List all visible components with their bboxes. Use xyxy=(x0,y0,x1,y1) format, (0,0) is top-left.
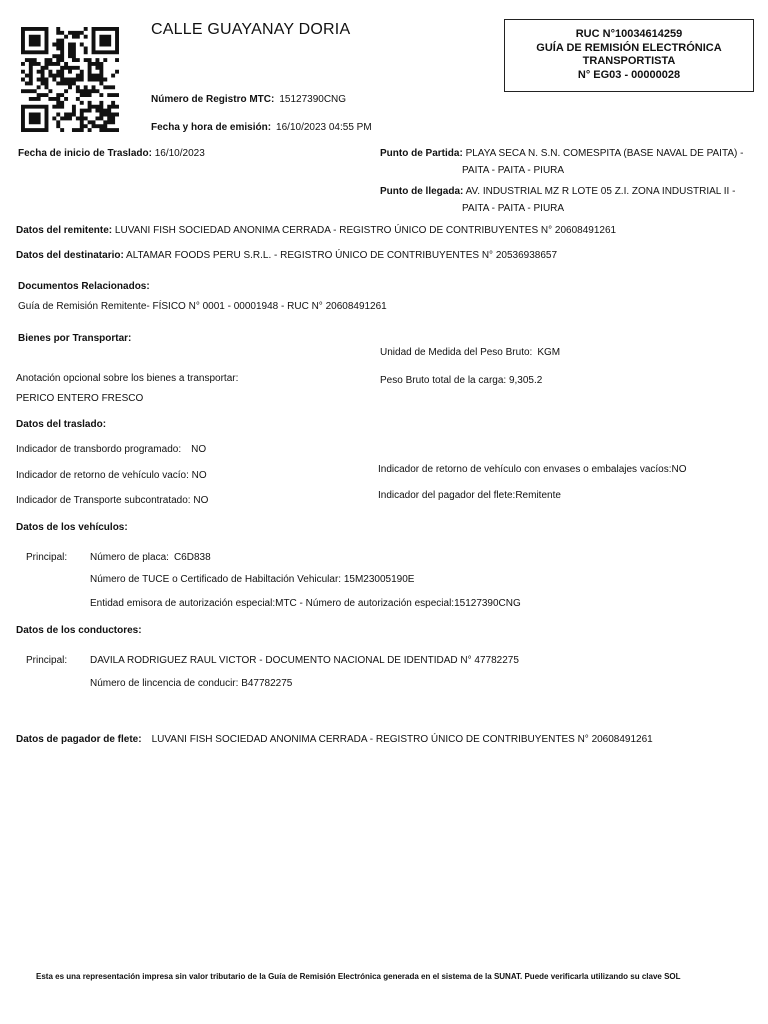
subcontracted-label: Indicador de Transporte subcontratado: xyxy=(16,495,191,506)
authority-text: Entidad emisora de autorización especial:MTC - Número de autorización especial:15127390CNG xyxy=(90,598,521,609)
total-weight-value: 9,305.2 xyxy=(508,375,543,386)
freight-payer-indicator-row xyxy=(378,489,561,502)
emission-row xyxy=(151,121,372,134)
sender-label: Datos del remitente: xyxy=(16,225,113,236)
weight-unit-label: Unidad de Medida del Peso Bruto: xyxy=(380,347,533,358)
transfer-start-row xyxy=(18,147,205,160)
transshipment-row xyxy=(16,443,206,456)
mtc-label: Número de Registro MTC: xyxy=(151,94,275,105)
vehicles-title: Datos de los vehículos: xyxy=(16,522,128,533)
departure-line1: PLAYA SECA N. S.N. COMESPITA (BASE NAVAL DE PAITA) - xyxy=(465,148,744,159)
recipient-row xyxy=(16,249,557,262)
ruc-box xyxy=(504,19,754,92)
tuce-label: Número de TUCE o Certificado de Habiltación Vehicular: xyxy=(90,574,342,585)
plate-label: Número de placa: xyxy=(90,552,169,563)
empty-return-row xyxy=(16,469,207,482)
vehicle-principal-label: Principal: xyxy=(26,552,68,563)
sender-value: LUVANI FISH SOCIEDAD ANONIMA CERRADA - REGISTRO ÚNICO DE CONTRIBUYENTES N° 20608491261 xyxy=(114,225,617,236)
goods-title: Bienes por Transportar: xyxy=(18,333,132,344)
license-row xyxy=(90,677,292,690)
weight-unit-value: KGM xyxy=(537,347,561,358)
arrival-line1: AV. INDUSTRIAL MZ R LOTE 05 Z.I. ZONA INDUSTRIAL II - xyxy=(465,186,736,197)
tuce-row xyxy=(90,573,414,586)
container-return-row xyxy=(378,463,687,476)
goods-note-value: PERICO ENTERO FRESCO xyxy=(16,393,144,404)
subcontracted-row xyxy=(16,494,208,507)
goods-note-label: Anotación opcional sobre los bienes a transportar: xyxy=(16,373,239,384)
arrival-row xyxy=(380,185,735,198)
total-weight-row xyxy=(380,374,542,387)
document-subtitle: TRANSPORTISTA xyxy=(582,55,676,67)
transshipment-label: Indicador de transbordo programado: xyxy=(16,444,182,455)
qr-code xyxy=(21,27,119,132)
driver-value: DAVILA RODRIGUEZ RAUL VICTOR - DOCUMENTO NACIONAL DE IDENTIDAD N° 47782275 xyxy=(90,655,519,666)
departure-row xyxy=(380,147,743,160)
freight-payer-label: Datos de pagador de flete: xyxy=(16,734,142,745)
ruc-number: RUC N°10034614259 xyxy=(575,28,683,40)
container-return-value: NO xyxy=(671,464,687,475)
document-title: GUÍA DE REMISIÓN ELECTRÓNICA xyxy=(536,41,722,54)
mtc-value: 15127390CNG xyxy=(279,94,347,105)
arrival-line2: PAITA - PAITA - PIURA xyxy=(462,203,565,214)
company-name: CALLE GUAYANAY DORIA xyxy=(151,21,351,38)
document-number: N° EG03 - 00000028 xyxy=(577,68,681,81)
subcontracted-value: NO xyxy=(193,495,209,506)
emission-value: 16/10/2023 04:55 PM xyxy=(276,122,372,133)
transfer-title: Datos del traslado: xyxy=(16,419,107,430)
sender-row xyxy=(16,224,616,237)
license-value: B47782275 xyxy=(241,678,293,689)
qr-modules xyxy=(21,27,119,132)
tuce-value: 15M23005190E xyxy=(343,574,415,585)
total-weight-label: Peso Bruto total de la carga: xyxy=(380,375,507,386)
mtc-row xyxy=(151,93,346,106)
related-docs-value: Guía de Remisión Remitente- FÍSICO N° 0001 - 00001948 - RUC N° 20608491261 xyxy=(18,301,387,312)
plate-row xyxy=(90,551,211,564)
freight-payer-indicator-label: Indicador del pagador del flete: xyxy=(378,490,516,501)
container-return-label: Indicador de retorno de vehículo con envases o embalajes vacíos: xyxy=(378,464,672,475)
driver-principal-label: Principal: xyxy=(26,655,68,666)
empty-return-value: NO xyxy=(191,470,207,481)
freight-payer-row xyxy=(16,733,653,746)
footer-text: Esta es una representación impresa sin valor tributario de la Guía de Remisión Electrónica generada en el sistema de la SUNAT. Puede verificarla utilizando su clave SOL xyxy=(36,972,681,981)
weight-unit-row xyxy=(380,346,560,359)
emission-label: Fecha y hora de emisión: xyxy=(151,122,272,133)
arrival-label: Punto de llegada: xyxy=(380,186,464,197)
plate-value: C6D838 xyxy=(173,552,211,563)
transfer-start-label: Fecha de inicio de Traslado: xyxy=(18,148,152,159)
transshipment-value: NO xyxy=(191,444,207,455)
departure-label: Punto de Partida: xyxy=(380,148,463,159)
license-label: Número de lincencia de conducir: xyxy=(90,678,239,689)
drivers-title: Datos de los conductores: xyxy=(16,625,142,636)
transfer-start-value: 16/10/2023 xyxy=(154,148,205,159)
empty-return-label: Indicador de retorno de vehículo vacío: xyxy=(16,470,189,481)
freight-payer-value: LUVANI FISH SOCIEDAD ANONIMA CERRADA - REGISTRO ÚNICO DE CONTRIBUYENTES N° 20608491261 xyxy=(151,734,653,745)
related-docs-title: Documentos Relacionados: xyxy=(18,281,150,292)
departure-line2: PAITA - PAITA - PIURA xyxy=(462,165,565,176)
recipient-label: Datos del destinatario: xyxy=(16,250,124,261)
freight-payer-indicator-value: Remitente xyxy=(515,490,561,501)
recipient-value: ALTAMAR FOODS PERU S.R.L. - REGISTRO ÚNICO DE CONTRIBUYENTES N° 20536938657 xyxy=(126,250,558,261)
